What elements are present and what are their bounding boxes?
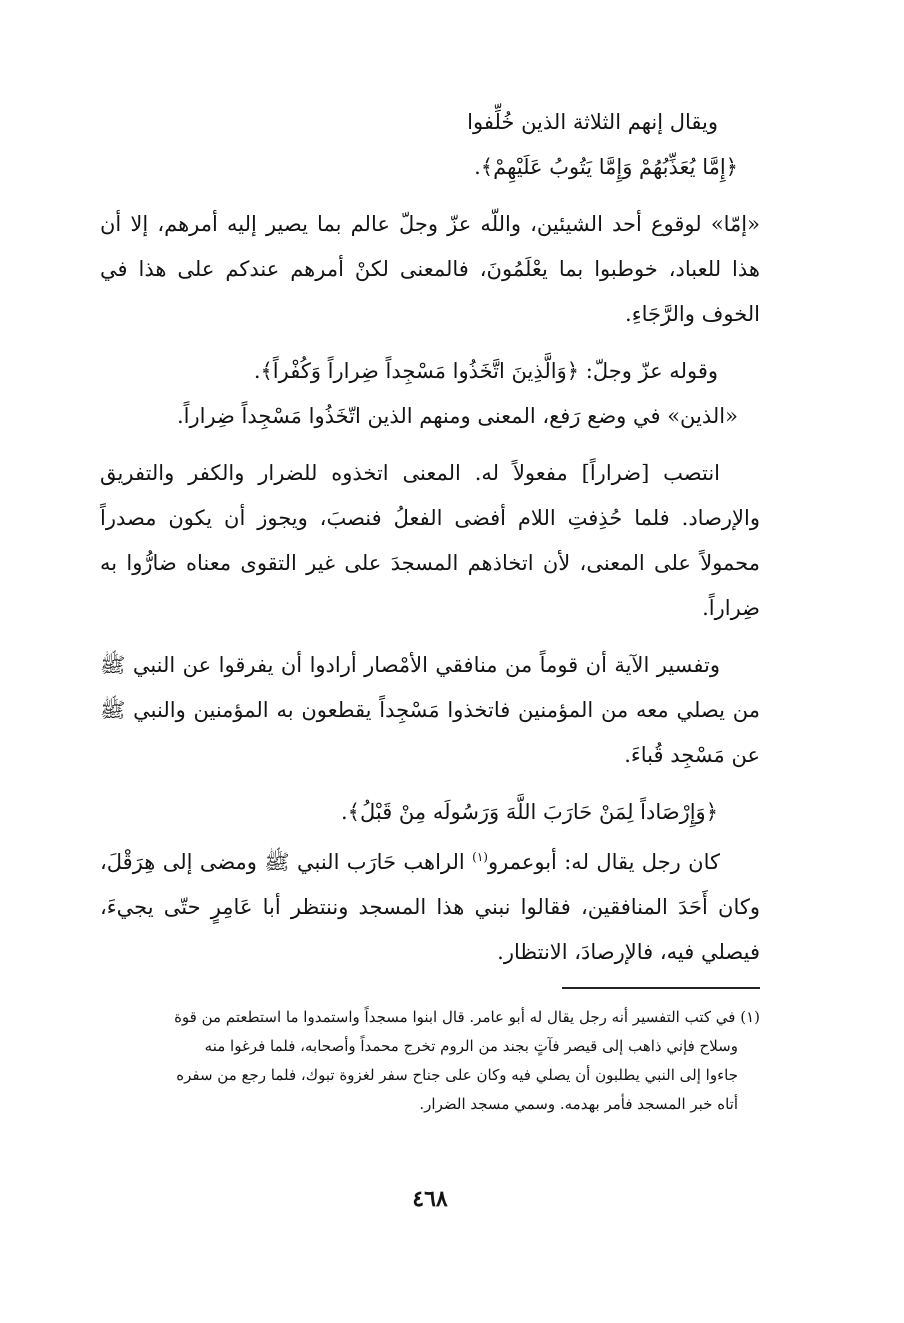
quran-verse-2: ﴿وَإِرْصَاداً لِمَنْ حَارَبَ اللَّهَ وَرَسُولَه مِنْ قَبْلُ﴾. [340, 800, 718, 824]
footnote-divider [562, 987, 760, 989]
quran-verse-1: ﴿إِمَّا يُعَذِّبُهُمْ وَإِمَّا يَتُوبُ عَلَيْهِمْ﴾. [474, 155, 738, 179]
paragraph-1: ويقال إنهم الثلاثة الذين خُلِّفوا [467, 110, 718, 134]
footnote-line-4: أتاه خبر المسجد فأمر بهدمه. وسمي مسجد الضرار. [419, 1095, 738, 1113]
paragraph-4: وقوله عزّ وجلّ: ﴿وَالَّذِينَ اتَّخَذُوا مَسْجِداً ضِراراً وَكُفْراً﴾. [253, 359, 718, 383]
paragraph-9-start: كان رجل يقال له: أبوعمرو [487, 850, 720, 874]
paragraph-5: «الذين» في وضع رَفع، المعنى ومنهم الذين اتّخَذُوا مَسْجِداً ضِراراً. [176, 404, 738, 428]
paragraph-9-end: الراهب حَارَب النبي ﷺ ومضى إلى هِرَقْلَ، وكان أَحَدَ المنافقين، فقالوا نبني هذا المسجد وننتظر أبا عَامِرٍ حتّى يجيءَ، فيصلي فيه، فالإرصادَ، الانتظار. [100, 850, 760, 964]
paragraph-6: انتصب [ضراراً] مفعولاً له. المعنى اتخذوه للضرار والكفر والتفريق والإرصاد. فلما حُذِفتِ اللام أفضى الفعلُ فنصبَ، ويجوز أن يكون مصدراً محمولاً على المعنى، لأن اتخاذهم المسجدَ على غير التقوى معناه ضارُّوا به ضِراراً. [100, 461, 760, 620]
footnote-line-3: جاءوا إلى النبي يطلبون أن يصلي فيه وكان على جناح سفر لغزوة تبوك، فلما رجع من سفره [176, 1066, 738, 1084]
footnote-reference: (١) [472, 850, 488, 864]
footnote-line-2: وسلاح فإني ذاهب إلى قيصر فآتٍ بجند من الروم تخرج محمداً وأصحابه، فلما فرغوا منه [204, 1037, 738, 1055]
paragraph-9 [100, 835, 760, 975]
page-number: ٤٦٨ [412, 1186, 448, 1212]
main-text [100, 100, 760, 975]
paragraph-3: «إمّا» لوقوع أحد الشيئين، واللّه عزّ وجلّ عالم بما يصير إليه أمرهم، إلا أن هذا للعباد، خوطبوا بما يعْلَمُونَ، فالمعنى لكنْ أمرهم عندكم على هذا في الخوف والرَّجَاءِ. [100, 212, 760, 326]
footnote-line-1: (١) في كتب التفسير أنه رجل يقال له أبو عامر. قال ابنوا مسجداً واستمدوا ما استطعتم من قوة [174, 1008, 760, 1026]
footnote [100, 1003, 760, 1119]
paragraph-7: وتفسير الآية أن قوماً من منافقي الأمْصار أرادوا أن يفرقوا عن النبي ﷺ من يصلي معه من المؤمنين فاتخذوا مَسْجِداً يقطعون به المؤمنين والنبي ﷺ عن مَسْجِد قُباءَ. [100, 653, 760, 767]
